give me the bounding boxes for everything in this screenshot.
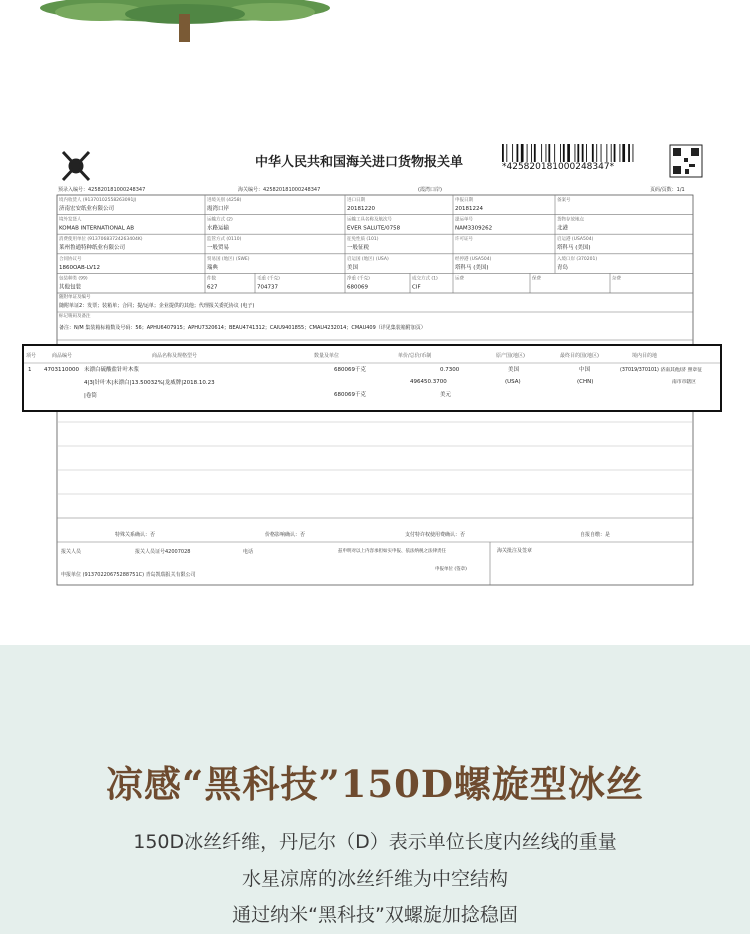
goods-header-cell: 商品名称及规格型号 [152,353,198,359]
field-value: 霞湾口岸 [207,206,230,212]
agent-seal: 申报单位 (签章) [435,567,467,572]
field-value: 627 [207,284,218,291]
pre-entry-number: 预录入编号：425820181000248347 [58,187,146,193]
port-name: (霞湾口岸) [418,187,442,193]
goods-header-cell: 原产国(地区) [496,353,525,359]
field-label: 成交方式 (1) [412,276,438,282]
field-value: 济南宏安纸业有限公司 [59,206,115,212]
goods-header-cell: 境内目的地 [632,353,658,359]
barcode-text: *4258201810002483​47* [502,162,615,172]
goods-header-cell: 最终目的国(地区) [560,353,599,359]
legal-statement: 兹申明对以上内容承担如实申报、依法纳税之法律责任 [338,549,446,554]
description-line-1: 150D冰丝纤维，丹尼尔（D）表示单位长度内丝线的重量 [133,831,617,853]
field-value: 1860OAB-LV12 [59,264,100,271]
field-label: 监管方式 (0110) [207,237,242,243]
field-label: 经停港 (USA504) [455,256,492,262]
field-value: 青岛 [557,264,569,271]
barcode [502,144,633,162]
royalty-check: 支付特许权使用费确认：否 [405,532,466,538]
field-label: 申报日期 [455,198,473,203]
goods-code: 4703110000 [44,367,79,373]
field-value: 莱州鲁通特种纸业有限公司 [59,245,126,252]
price-influence-check: 价格影响确认：否 [265,532,306,538]
field-label: 境外发货人 [59,217,82,223]
page-number: 页码/页数：1/1 [650,187,685,193]
goods-header-cell: 商品编号 [52,353,73,359]
tree-illustration [40,0,330,42]
goods-highlight-box [22,344,722,412]
field-value: 20181224 [455,206,483,212]
docs-label: 随附单证及编号 [59,295,91,300]
field-value: 20181220 [347,206,375,212]
field-value: EVER SALUTE/0758 [347,225,401,232]
field-value: 美国 [347,264,359,271]
field-label: 包装种类 (99) [59,276,88,282]
field-label: 毛重 (千克) [257,276,280,282]
field-label: 货物存放地点 [557,217,584,223]
goods-dest-country-code: (CHN) [577,379,594,385]
goods-qty-2: 680069千克 [334,392,366,398]
field-label: 进境关别 (4258) [207,198,242,203]
goods-spec-extra: |卷筒 [84,393,97,399]
phone-label: 电话 [243,549,254,555]
form-title: 中华人民共和国海关进口货物报关单 [255,155,464,170]
field-value: NAM3309262 [455,225,493,232]
field-label: 征免性质 (101) [347,237,379,243]
customs-number: 海关编号：425820181000248347 [238,187,321,193]
field-value: 北港 [557,225,569,232]
field-label: 消费使用单位 (91370683724263404K) [59,237,143,243]
goods-name: 未漂白硫酸盐针叶木浆 [84,367,140,373]
field-value: 瑞典 [207,264,219,271]
goods-header-cell: 数量及单位 [314,353,340,359]
goods-currency: 美元 [440,392,452,398]
marks-label: 标记唛码及备注 [59,314,91,319]
goods-total-price: 496450.3700 [410,379,447,385]
goods-origin-code: (USA) [505,379,521,385]
marks-value: 备注：N/M 集装箱标箱数及号码：56；APHU6407915；APHU7320614；BEAU4741312；CAIU9401855；CMAU4232014；CMAU409（详见集装箱附加页） [59,325,426,331]
field-value: 一般征税 [347,245,370,252]
field-label: 境内收货人 (91370102558263091J) [59,198,137,203]
goods-domestic-dest-2: 南市市辖区 [672,380,696,385]
goods-origin: 美国 [508,367,520,373]
field-label: 运输工具名称及航次号 [347,217,392,223]
field-label: 运费 [455,276,464,282]
field-label: 启运港 (USA504) [557,237,594,243]
customs-remarks: 海关批注及签章 [497,548,533,554]
field-value: 水路运输 [207,225,230,232]
field-label: 备案号 [557,198,571,203]
field-label: 保费 [532,276,541,282]
field-value: CIF [412,284,421,291]
field-label: 入境口岸 (370201) [557,256,598,262]
field-label: 启运国 (地区) (USA) [347,256,389,262]
field-value: 塔科马 (美国) [455,264,489,271]
field-label: 许可证号 [455,237,473,243]
field-label: 杂费 [612,276,621,282]
field-value: 680069 [347,284,368,291]
special-relation-check: 特殊关系确认：否 [115,532,156,538]
field-value: KOMAB INTERNATIONAL AB [59,225,135,232]
goods-domestic-dest: (37019/370101) 济南其他/济 照章征 [620,368,702,373]
field-value: 704737 [257,284,278,291]
description-line-3: 通过纳米“黑科技”双螺旋加捻稳固 [232,904,518,926]
self-declare-check: 自报自缴：是 [580,532,611,538]
agent-unit: 申报单位 (91370220675288751C) 青岛凯瑞报关有限公司 [61,572,196,578]
field-value: 一般贸易 [207,245,230,252]
field-label: 进口日期 [347,198,365,203]
qr-code-icon [670,145,702,177]
field-label: 提运单号 [455,217,473,223]
field-label: 合同协议号 [59,256,82,262]
declarant-label: 报关人员 [61,549,82,555]
goods-header-cell: 项号 [26,353,37,359]
field-label: 净重 (千克) [347,276,370,282]
goods-unit-price: 0.7300 [440,367,460,373]
goods-qty: 680069千克 [334,367,366,373]
headline: 凉感“黑科技”150D螺旋型冰丝 [106,762,644,806]
field-value: 其他包装 [59,284,82,291]
declarant-cert: 报关人员证号42007028 [135,549,191,555]
field-label: 件数 [207,276,216,282]
field-value: 塔科马 (美国) [557,245,591,252]
field-label: 运输方式 (2) [207,217,233,223]
goods-dest-country: 中国 [579,367,591,373]
goods-item-no: 1 [28,367,32,373]
docs-value: 随附单证2：发票；装箱单；合同；提/运单；企业提供的其他；代理报关委托协议 (电子) [59,303,255,309]
goods-header-cell: 单价/总价/币制 [398,353,432,359]
description-line-2: 水星凉席的冰丝纤维为中空结构 [241,868,508,890]
field-label: 贸易国 (地区) (SWE) [207,256,250,262]
goods-spec: 4|3|针叶木|未漂白|13.50032%|龙威牌|2018.10.23 [84,380,215,386]
